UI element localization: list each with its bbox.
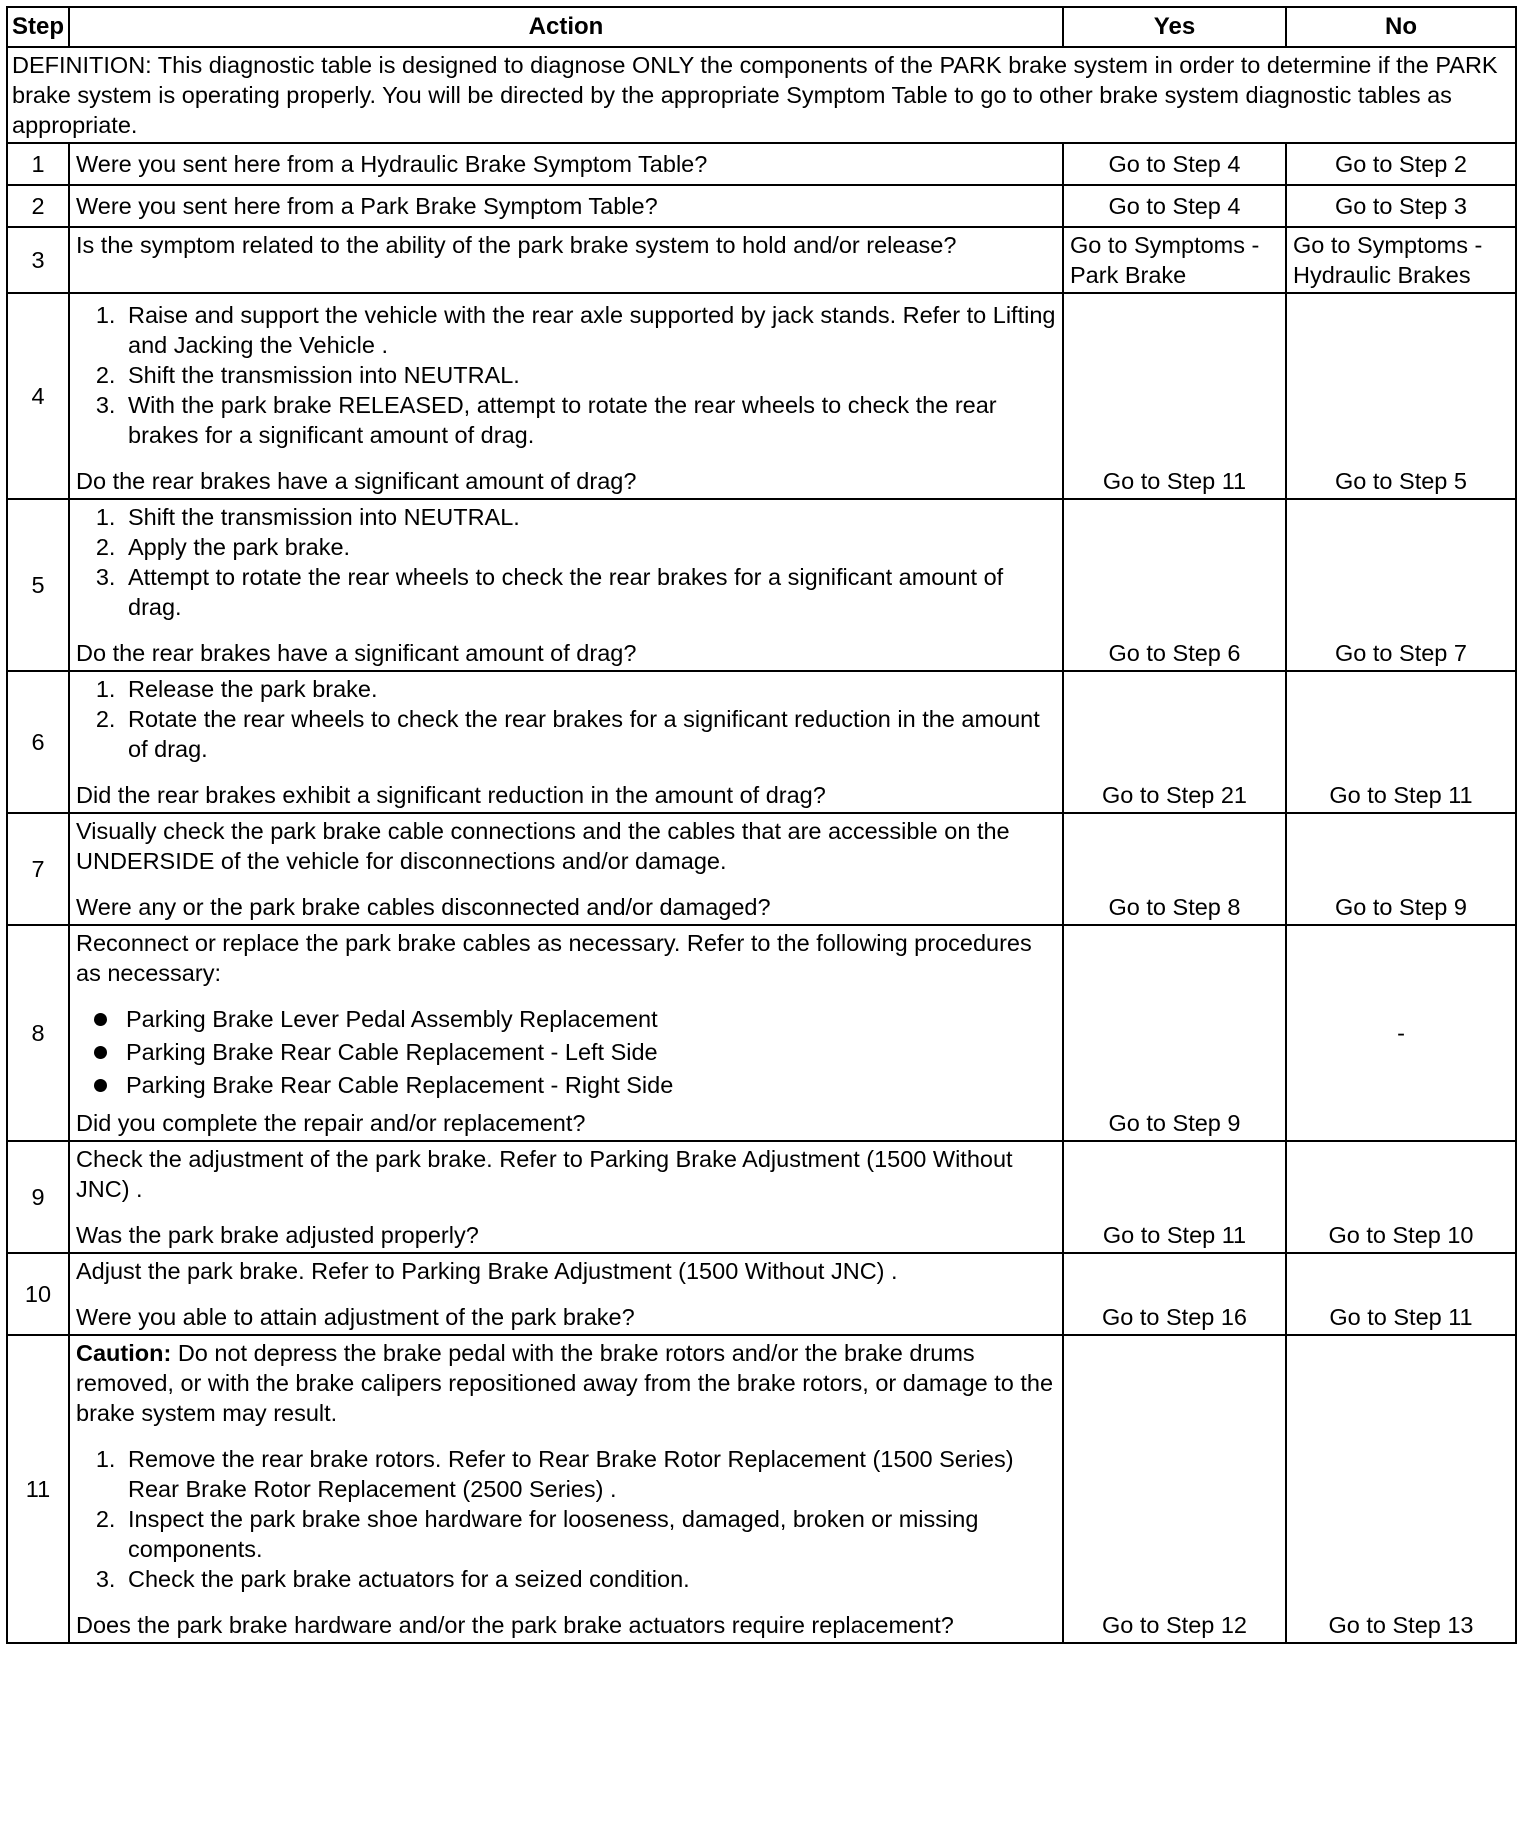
step-number: 11: [7, 1335, 69, 1643]
procedure-bullets: [76, 1004, 1056, 1100]
step-number: 1: [7, 143, 69, 185]
yes-result: Go to Step 4: [1063, 185, 1286, 227]
bullet-text: Parking Brake Lever Pedal Assembly Replacement: [126, 1006, 658, 1032]
table-row: [7, 227, 1516, 293]
step-number: 9: [7, 1141, 69, 1253]
list-item: [90, 1070, 1056, 1100]
procedure-list: [76, 502, 1056, 622]
question-text: Did the rear brakes exhibit a significant reduction in the amount of drag?: [76, 782, 826, 808]
table-row: [7, 293, 1516, 499]
header-yes: Yes: [1063, 7, 1286, 47]
step-number: 2: [7, 185, 69, 227]
list-item: 3. Check the park brake actuators for a seized condition.: [122, 1564, 1056, 1594]
list-item: 1. Release the park brake.: [122, 674, 1056, 704]
action-text: Were you sent here from a Hydraulic Brake Symptom Table?: [69, 143, 1063, 185]
no-result: Go to Step 13: [1286, 1335, 1516, 1643]
no-result: Go to Step 2: [1286, 143, 1516, 185]
action-cell: [69, 1253, 1063, 1335]
no-result: Go to Step 11: [1286, 671, 1516, 813]
no-result: Go to Step 10: [1286, 1141, 1516, 1253]
action-text: Is the symptom related to the ability of the park brake system to hold and/or release?: [69, 227, 1063, 293]
yes-result: Go to Step 21: [1063, 671, 1286, 813]
no-result: Go to Step 5: [1286, 293, 1516, 499]
list-item: 1. Remove the rear brake rotors. Refer to Rear Brake Rotor Replacement (1500 Series) Rear Brake Rotor Replacement (2500 Series) .: [122, 1444, 1056, 1504]
yes-result: Go to Step 6: [1063, 499, 1286, 671]
diagnostic-table: [6, 6, 1517, 1644]
yes-result: Go to Step 9: [1063, 925, 1286, 1141]
header-step: Step: [7, 7, 69, 47]
no-result: Go to Step 7: [1286, 499, 1516, 671]
yes-result: Go to Step 11: [1063, 1141, 1286, 1253]
yes-result: Go to Step 11: [1063, 293, 1286, 499]
table-row: [7, 499, 1516, 671]
no-result: -: [1286, 925, 1516, 1141]
bullet-icon: [94, 1013, 107, 1026]
list-item: 3. Attempt to rotate the rear wheels to check the rear brakes for a significant amount of drag.: [122, 562, 1056, 622]
definition-row: [7, 47, 1516, 143]
question-text: Was the park brake adjusted properly?: [76, 1222, 479, 1248]
list-item: 1. Shift the transmission into NEUTRAL.: [122, 502, 1056, 532]
table-row: [7, 1141, 1516, 1253]
no-result: Go to Step 9: [1286, 813, 1516, 925]
step-number: 5: [7, 499, 69, 671]
action-text: Check the adjustment of the park brake. Refer to Parking Brake Adjustment (1500 Without JNC) .: [76, 1146, 1013, 1202]
action-cell: [69, 293, 1063, 499]
caution-note: [76, 1338, 1056, 1428]
procedure-list: [76, 674, 1056, 764]
action-text: Adjust the park brake. Refer to Parking Brake Adjustment (1500 Without JNC) .: [76, 1258, 898, 1284]
action-cell: [69, 1335, 1063, 1643]
question-text: Do the rear brakes have a significant amount of drag?: [76, 468, 637, 494]
bullet-icon: [94, 1046, 107, 1059]
list-item: [90, 1004, 1056, 1034]
bullet-icon: [94, 1079, 107, 1092]
procedure-list: [76, 300, 1056, 450]
yes-result: Go to Step 16: [1063, 1253, 1286, 1335]
list-item: 2. Rotate the rear wheels to check the rear brakes for a significant reduction in the amount of drag.: [122, 704, 1056, 764]
question-text: Do the rear brakes have a significant amount of drag?: [76, 640, 637, 666]
list-item: [90, 1037, 1056, 1067]
header-action: Action: [69, 7, 1063, 47]
question-text: Did you complete the repair and/or replacement?: [76, 1110, 586, 1136]
procedure-list: [76, 1444, 1056, 1594]
action-text: Visually check the park brake cable connections and the cables that are accessible on the UNDERSIDE of the vehicle for disconnections and/or damage.: [76, 818, 1010, 874]
step-number: 7: [7, 813, 69, 925]
yes-result: Go to Symptoms - Park Brake: [1063, 227, 1286, 293]
yes-result: Go to Step 8: [1063, 813, 1286, 925]
question-text: Were you able to attain adjustment of the park brake?: [76, 1304, 635, 1330]
list-item: 1. Raise and support the vehicle with the rear axle supported by jack stands. Refer to Lifting and Jacking the Vehicle .: [122, 300, 1056, 360]
caution-text: Do not depress the brake pedal with the brake rotors and/or the brake drums removed, or with the brake calipers repositioned away from the brake rotors, or damage to the brake system may result.: [76, 1340, 1054, 1426]
table-row: [7, 1253, 1516, 1335]
action-cell: [69, 671, 1063, 813]
caution-label: Caution:: [76, 1340, 172, 1366]
header-no: No: [1286, 7, 1516, 47]
action-cell: [69, 813, 1063, 925]
bullet-text: Parking Brake Rear Cable Replacement - Right Side: [126, 1072, 674, 1098]
action-text: Reconnect or replace the park brake cables as necessary. Refer to the following procedures as necessary:: [76, 930, 1032, 986]
list-item: 2. Inspect the park brake shoe hardware for looseness, damaged, broken or missing components.: [122, 1504, 1056, 1564]
yes-result: Go to Step 4: [1063, 143, 1286, 185]
question-text: Does the park brake hardware and/or the park brake actuators require replacement?: [76, 1612, 954, 1638]
header-row: [7, 7, 1516, 47]
table-row: [7, 925, 1516, 1141]
step-number: 4: [7, 293, 69, 499]
yes-result: Go to Step 12: [1063, 1335, 1286, 1643]
question-text: Were any or the park brake cables disconnected and/or damaged?: [76, 894, 771, 920]
action-text: Were you sent here from a Park Brake Symptom Table?: [69, 185, 1063, 227]
definition-text: DEFINITION: This diagnostic table is designed to diagnose ONLY the components of the PARK brake system in order to determine if the PARK brake system is operating properly. You will be directed by the appropriate Symptom Table to go to other brake system diagnostic tables as appropriate.: [7, 47, 1516, 143]
list-item: 2. Apply the park brake.: [122, 532, 1056, 562]
list-item: 3. With the park brake RELEASED, attempt to rotate the rear wheels to check the rear brakes for a significant amount of drag.: [122, 390, 1056, 450]
action-cell: [69, 499, 1063, 671]
step-number: 6: [7, 671, 69, 813]
list-item: 2. Shift the transmission into NEUTRAL.: [122, 360, 1056, 390]
no-result: Go to Symptoms - Hydraulic Brakes: [1286, 227, 1516, 293]
step-number: 10: [7, 1253, 69, 1335]
table-row: [7, 813, 1516, 925]
action-cell: [69, 1141, 1063, 1253]
table-row: [7, 185, 1516, 227]
table-row: [7, 1335, 1516, 1643]
bullet-text: Parking Brake Rear Cable Replacement - Left Side: [126, 1039, 658, 1065]
step-number: 3: [7, 227, 69, 293]
table-row: [7, 671, 1516, 813]
step-number: 8: [7, 925, 69, 1141]
no-result: Go to Step 3: [1286, 185, 1516, 227]
no-result: Go to Step 11: [1286, 1253, 1516, 1335]
table-row: [7, 143, 1516, 185]
action-cell: [69, 925, 1063, 1141]
